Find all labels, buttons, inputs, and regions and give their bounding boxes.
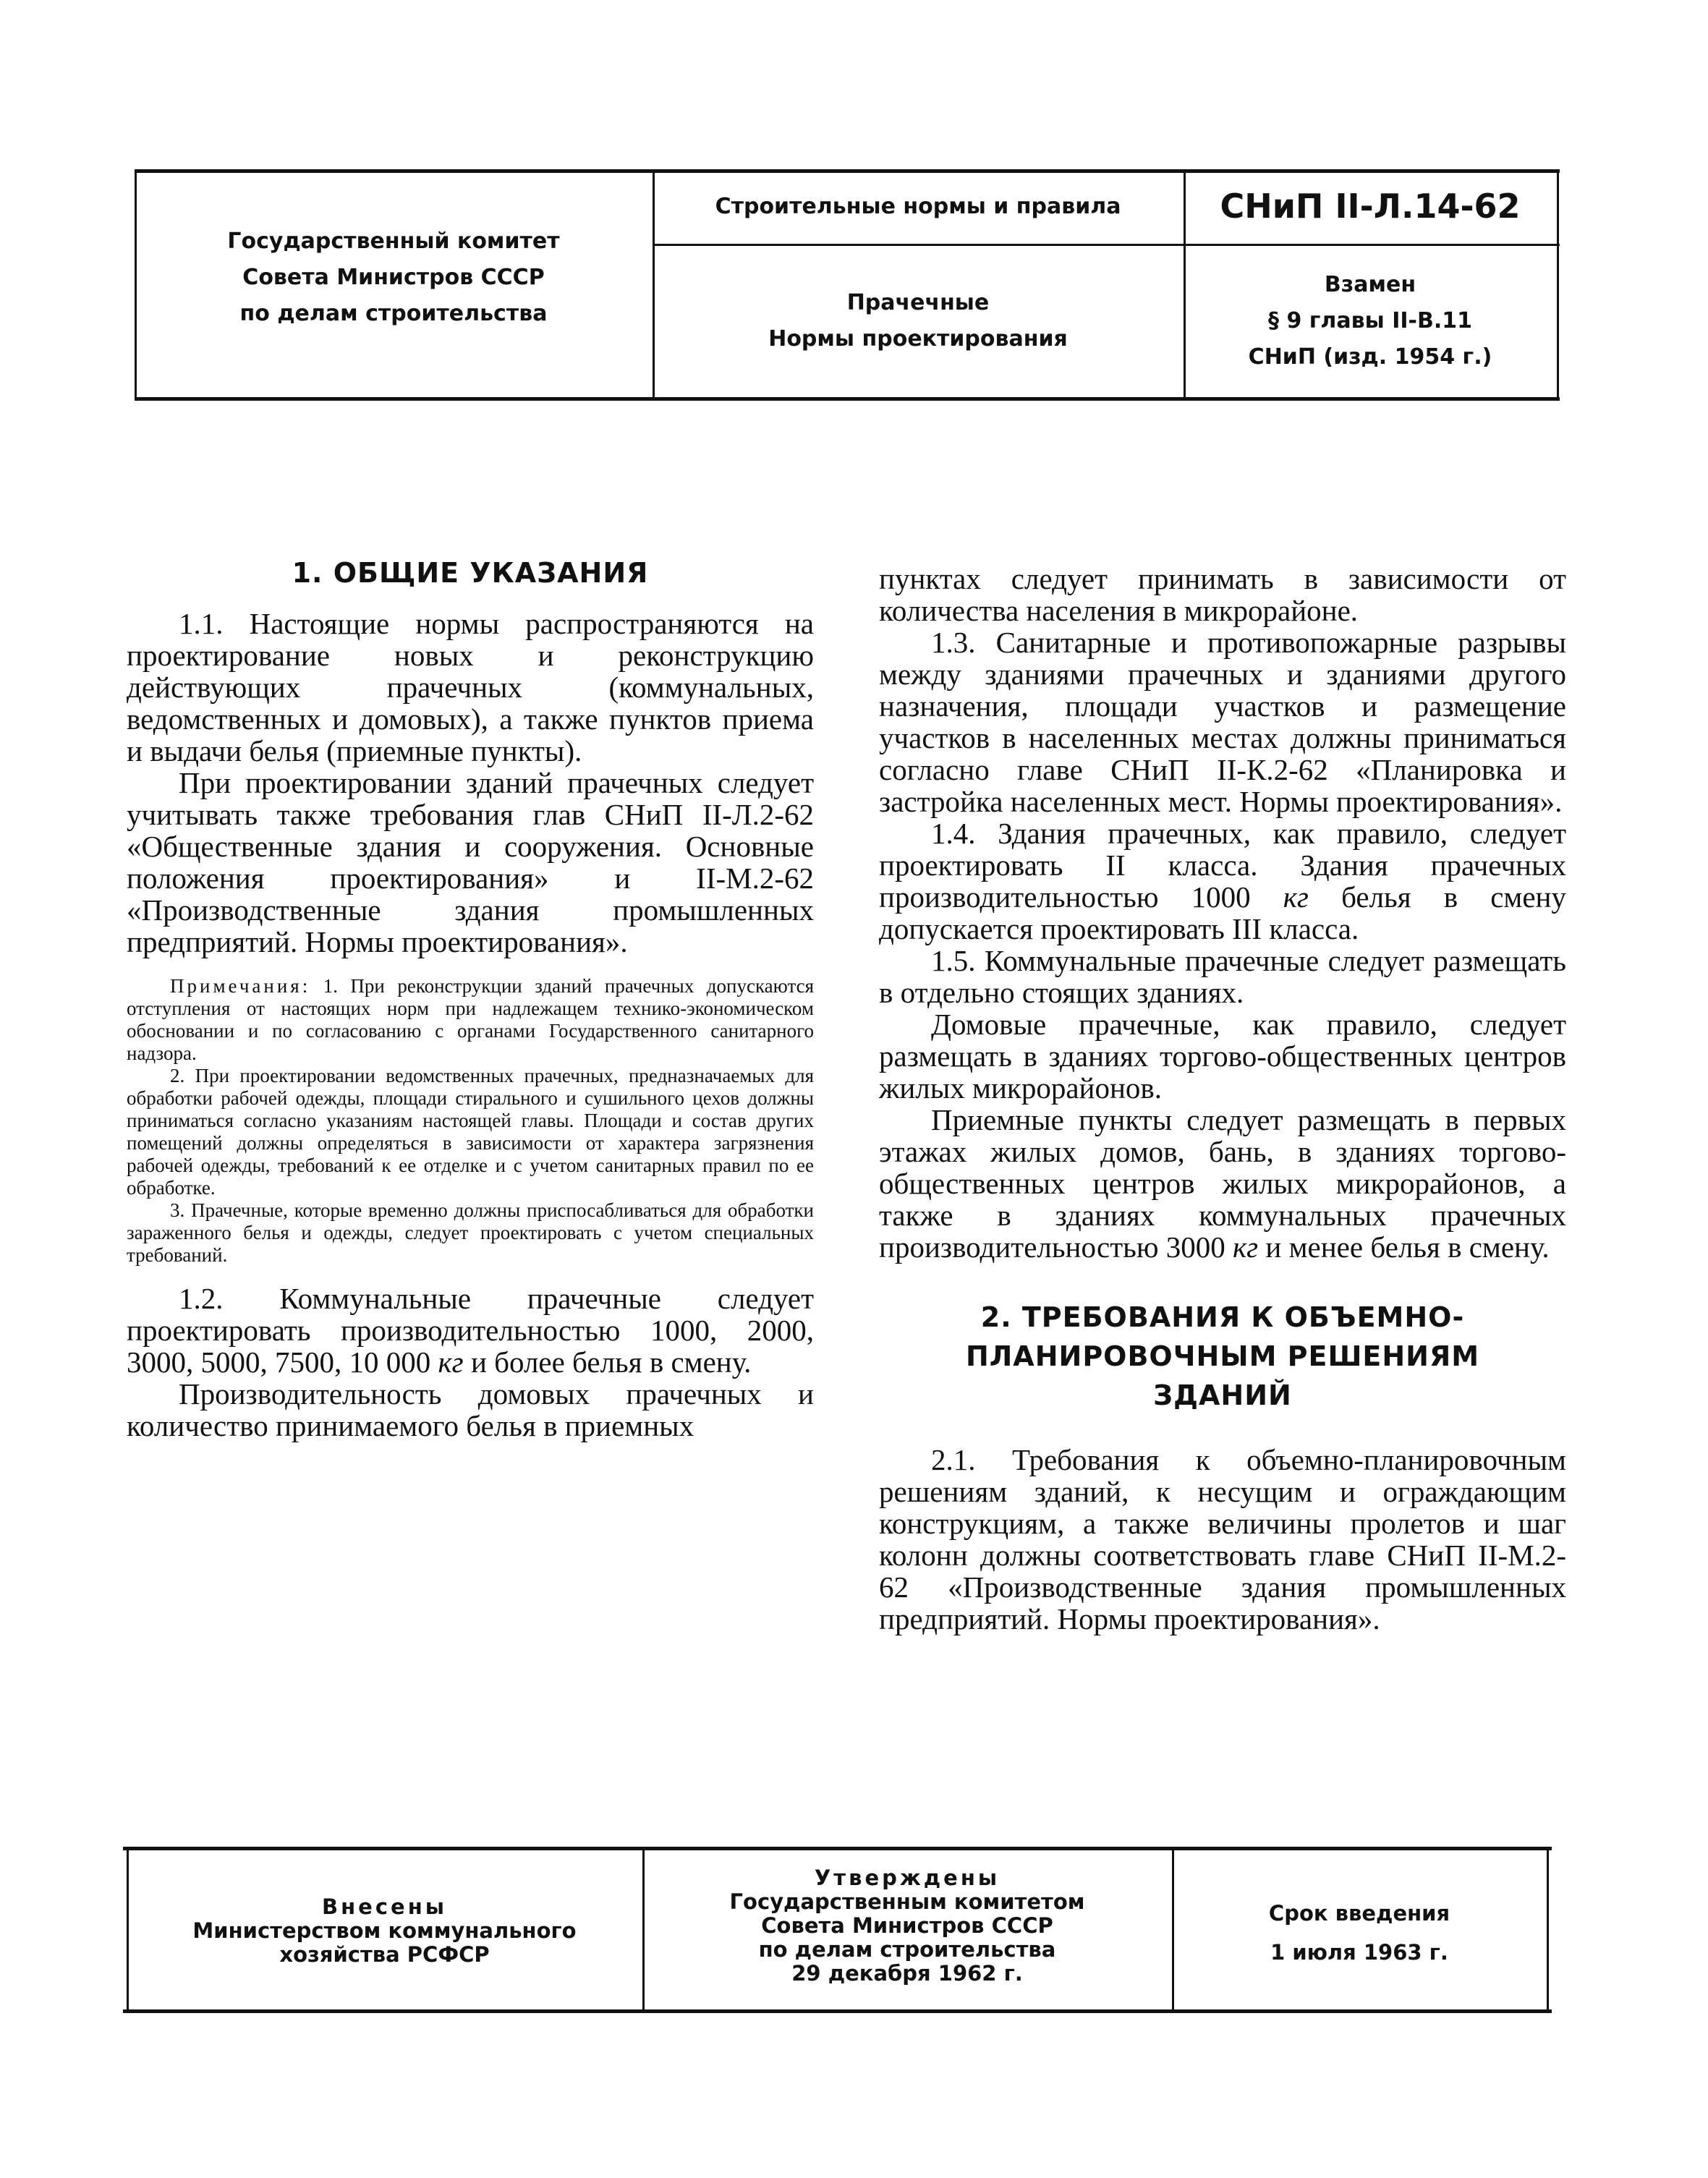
clause-1-2-end: пунктах следует принимать в зависимости от количества населения в микрорайоне.	[879, 562, 1566, 627]
footer-divider-right	[1547, 1850, 1549, 2009]
replaces-block: Взамен § 9 главы II-В.11 СНиП (изд. 1954 г.)	[1248, 272, 1492, 370]
note-3: 3. Прачечные, которые временно должны приспосабливаться для обработки зараженного белья и одежды, следует проектировать с учетом специальных требований.	[127, 1199, 814, 1266]
clause-1-1-continued: При проектировании зданий прачечных следует учитывать также требования глав СНиП II-Л.2-62 «Общественные здания и сооружения. Основные положения проектирования» и II-М.2-62 «Производственные здания промышленных предприятий. Нормы проектирования».	[127, 766, 814, 958]
clause-1-5-reception: Приемные пункты следует размещать в первых этажах жилых домов, бань, в зданиях торгово-общественных центров жилых микрорайонов, а также в зданиях коммунальных прачечных производительностью 3000 кг и менее белья в смену.	[879, 1103, 1566, 1264]
submitted-by-block: Внесены Министерством коммунального хозяйства РСФСР	[192, 1894, 577, 1967]
clause-1-2: 1.2. Коммунальные прачечные следует проектировать производительностью 1000, 2000, 3000, 5000, 7500, 10 000 кг и более белья в смену.	[127, 1282, 814, 1379]
section-1-heading: 1. ОБЩИЕ УКАЗАНИЯ	[292, 557, 649, 589]
document-title: Прачечные Нормы проектирования	[768, 290, 1068, 352]
clause-1-5: 1.5. Коммунальные прачечные следует размещать в отдельно стоящих зданиях.	[879, 944, 1566, 1009]
note-2: 2. При проектировании ведомственных прачечных, предназначаемых для обработки рабочей одежды, площади стирального и сушильного цехов должны приниматься согласно указаниям настоящей главы. Площади и состав других помещений должны определяться в зависимости от характера загрязнения рабочей одежды, требований к ее отделке и с учетом санитарных правил по ее обработке.	[127, 1065, 814, 1199]
header-horizontal-divider	[653, 244, 1560, 246]
section-2-heading: 2. ТРЕБОВАНИЯ К ОБЪЕМНО-ПЛАНИРОВОЧНЫМ РЕШЕНИЯМ ЗДАНИЙ	[965, 1301, 1480, 1411]
clause-1-5-domestic: Домовые прачечные, как правило, следует размещать в зданиях торгово-общественных центров жилых микрорайонов.	[879, 1008, 1566, 1105]
issuing-committee: Государственный комитет Совета Министров СССР по делам строительства	[227, 229, 560, 326]
document-series: Строительные нормы и правила	[715, 194, 1121, 219]
clause-1-2-continued: Производительность домовых прачечных и количество принимаемого белья в приемных	[127, 1377, 814, 1442]
clause-1-1: 1.1. Настоящие нормы распространяются на проектирование новых и реконструкцию действующих прачечных (коммунальных, ведомственных и домовых), а также пунктов приема и выдачи белья (приемные пункты).	[127, 607, 814, 767]
clause-1-4: 1.4. Здания прачечных, как правило, следует проектировать II класса. Здания прачечных производительностью 1000 кг белья в смену допускается проектировать III класса.	[879, 817, 1567, 945]
header-divider-right	[1557, 173, 1559, 397]
clause-1-3: 1.3. Санитарные и противопожарные разрывы между зданиями прачечных и зданиями другого назначения, площади участков и размещение участков в населенных местах должны приниматься согласно главе СНиП II-К.2-62 «Планировка и застройка населенных мест. Нормы проектирования».	[879, 626, 1566, 818]
right-column	[879, 563, 1566, 1635]
document-code: СНиП II-Л.14-62	[1220, 187, 1521, 226]
document-footer	[123, 1847, 1552, 2013]
left-column	[127, 557, 814, 1442]
notes-title: Примечания:	[170, 975, 311, 997]
note-1: 1. При реконструкции зданий прачечных допускаются отступления от настоящих норм при надлежащем технико-экономическом обосновании и по согласованию с органами Государственного санитарного надзора.	[127, 975, 815, 1064]
notes-block	[127, 975, 814, 1267]
approved-by-block: Утверждены Государственным комитетом Совета Министров СССР по делам строительства 29 декабря 1962 г.	[729, 1866, 1085, 1986]
document-header	[135, 169, 1560, 401]
effective-date-block: Срок введения 1 июля 1963 г.	[1268, 1901, 1450, 1965]
clause-2-1: 2.1. Требования к объемно-планировочным решениям зданий, к несущим и ограждающим конструкциям, а также величины пролетов и шаг колонн должны соответствовать главе СНиП II-М.2-62 «Производственные здания промышленных предприятий. Нормы проектирования».	[879, 1443, 1566, 1635]
